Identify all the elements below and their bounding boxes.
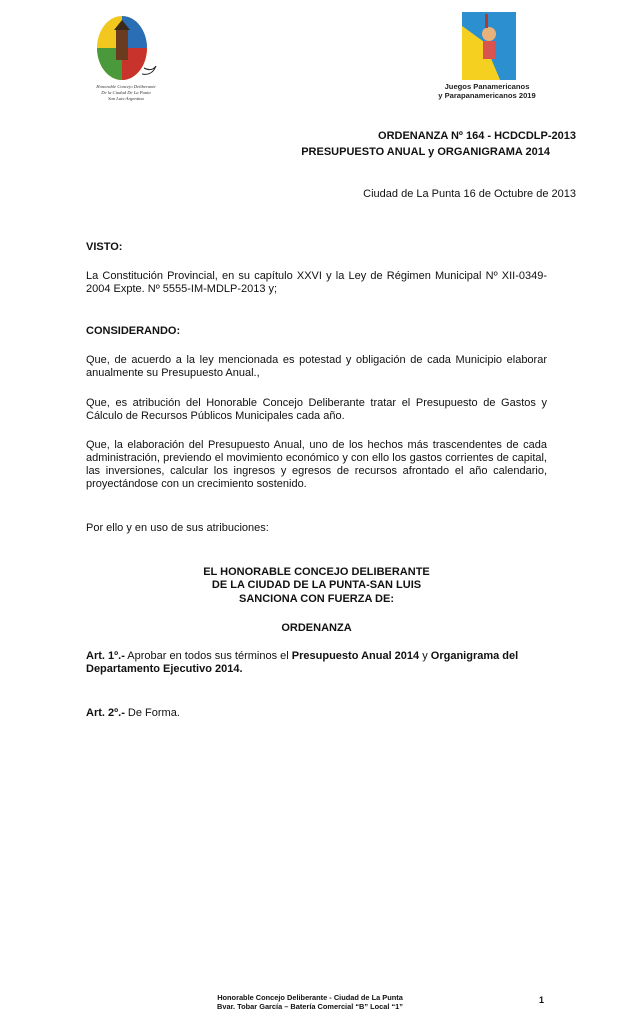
- article-2-text: De Forma.: [124, 707, 180, 719]
- document-subtitle: PRESUPUESTO ANUAL y ORGANIGRAMA 2014: [301, 146, 550, 158]
- considerando-heading: CONSIDERANDO:: [86, 325, 181, 337]
- page-number: 1: [539, 995, 545, 1005]
- caption-line: De la Ciudad De La Punta: [101, 90, 151, 95]
- panamericanos-logo: [462, 12, 516, 80]
- panamericanos-caption: [422, 82, 552, 100]
- footer-line: Bvar. Tobar García – Batería Comercial “B” Local “1”: [217, 1002, 403, 1011]
- footer-line: Honorable Concejo Deliberante - Ciudad de La Punta: [217, 993, 403, 1002]
- sanciona-line: DE LA CIUDAD DE LA PUNTA-SAN LUIS: [211, 579, 422, 591]
- caption-line: San Luis-Argentina: [108, 96, 144, 101]
- considerando-paragraph: Que, la elaboración del Presupuesto Anual, uno de los hechos más trascendentes de cada administración, previendo el movimiento económico y con ello los gastos corrientes de capital, las inversiones, calcular los ingresos y egresos de recursos afrontado el año calendario, proyectándose con un crecimiento sostenido.: [86, 439, 547, 490]
- article-2-label: Art. 2º.-: [86, 707, 125, 719]
- considerando-paragraph: Que, es atribución del Honorable Concejo Deliberante tratar el Presupuesto de Gastos y Cálculo de Recursos Públicos Municipales cada año.: [86, 397, 547, 422]
- concejo-logo-caption: [86, 84, 166, 102]
- article-1-bold: Presupuesto Anual 2014: [291, 650, 420, 662]
- footer: [150, 993, 470, 1011]
- visto-heading: VISTO:: [86, 241, 123, 253]
- article-1-text: Aprobar en todos sus términos el: [124, 650, 292, 662]
- caption-line: y Parapanamericanos 2019: [438, 91, 536, 100]
- considerando-paragraph: Que, de acuerdo a la ley mencionada es potestad y obligación de cada Municipio elaborar anualmente su Presupuesto Anual.,: [86, 354, 547, 379]
- ordenanza-heading: ORDENANZA: [281, 622, 352, 634]
- document-title: ORDENANZA Nº 164 - HCDCDLP-2013: [378, 130, 576, 142]
- article-1: [86, 650, 547, 676]
- article-1-bold: Organigrama del Departamento Ejecutivo 2014.: [86, 650, 519, 675]
- sanciona-line: SANCIONA CON FUERZA DE:: [238, 593, 394, 605]
- caption-line: Honorable Concejo Deliberante: [96, 84, 156, 89]
- considerando-paragraph: Por ello y en uso de sus atribuciones:: [86, 522, 269, 534]
- caption-line: Juegos Panamericanos: [444, 82, 530, 91]
- article-1-label: Art. 1º.-: [86, 650, 125, 662]
- document-date: Ciudad de La Punta 16 de Octubre de 2013: [363, 188, 576, 200]
- sanciona-line: EL HONORABLE CONCEJO DELIBERANTE: [203, 566, 430, 578]
- article-2: [86, 707, 547, 720]
- visto-text: La Constitución Provincial, en su capítulo XXVI y la Ley de Régimen Municipal Nº XII-0349-2004 Expte. Nº 5555-IM-MDLP-2013 y;: [86, 270, 547, 295]
- article-1-text: y: [419, 650, 431, 662]
